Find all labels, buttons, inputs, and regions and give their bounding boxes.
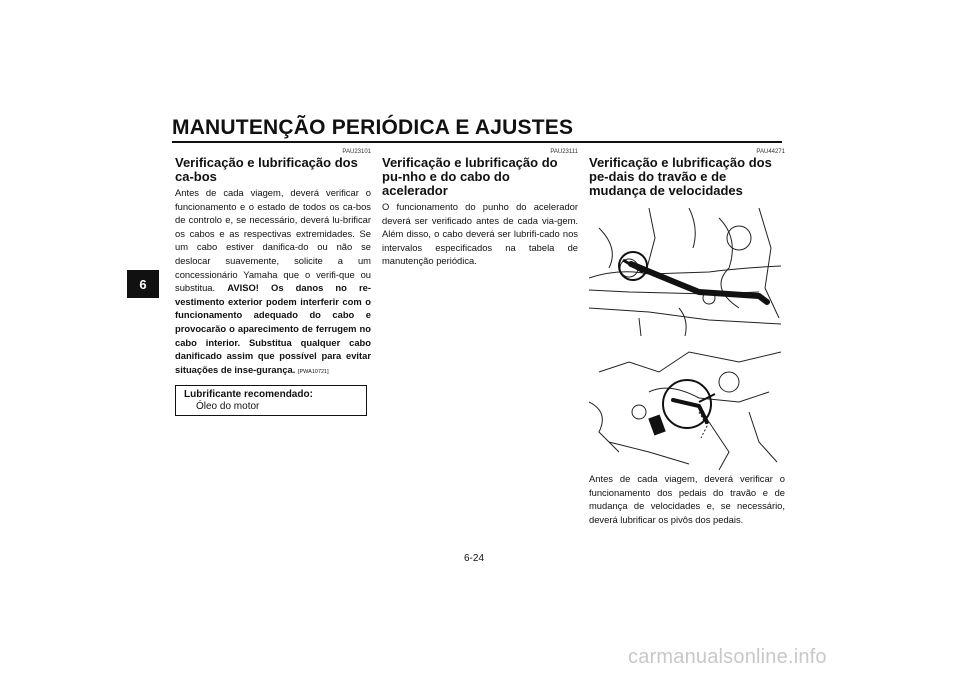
section-code: PAU23101 [342, 149, 371, 155]
lubricant-box [175, 385, 367, 416]
section-title: Verificação e lubrificação dos ca-bos [175, 155, 358, 184]
watermark-text: carmanualsonline.info [628, 646, 827, 668]
body-text: Antes de cada viagem, deverá verificar o funcionamento e o estado de todos os ca-bos de controlo e, se necessário, deverá lu-brificar os cabos e as respectivas extremidades. Se um cabo estiver danifica-do ou não se deslocar suavemente, solicite a um concessionário Yamaha que o verifi-que ou substitua. [175, 187, 371, 294]
shift-pedal-illustration [589, 342, 781, 470]
section-cables [175, 148, 371, 379]
section-throttle [382, 148, 578, 268]
warning-text: AVISO! Os danos no re-vestimento exterior podem interferir com o funcionamento adequado do cabo e provocarão o aparecimento de ferrugem no cabo interior. Substitua qualquer cabo danificado assim que possível para evitar situações de inse-gurança. [175, 282, 371, 375]
warning-code: [PWA10721] [297, 368, 329, 375]
lubricant-title: Lubrificante recomendado: [184, 389, 313, 400]
section-body: Antes de cada viagem, deverá verificar o funcionamento dos pedais do travão e de mudança de velocidades e, se necessário, deverá lubrificar os pivôs dos pedais. [589, 473, 785, 525]
section-code: PAU44271 [756, 149, 785, 155]
section-code: PAU23111 [550, 149, 578, 155]
page-number: 6-24 [464, 553, 485, 564]
shift-pedal-drawing [589, 342, 781, 470]
pedals-body-container [589, 470, 785, 526]
chapter-tab: 6 [127, 270, 159, 298]
section-body: O funcionamento do punho do acelerador deverá ser verificado antes de cada via-gem. Além disso, o cabo deverá ser lubrifi-cado nos intervalos especificados na tabela de manutenção periódica. [382, 201, 578, 267]
header-rule [172, 141, 782, 143]
section-body [175, 186, 371, 379]
section-title: Verificação e lubrificação do pu-nho e do cabo do acelerador [382, 155, 558, 198]
brake-pedal-illustration [589, 208, 781, 336]
lubricant-value: Óleo do motor [196, 401, 260, 412]
page-header-title: MANUTENÇÃO PERIÓDICA E AJUSTES [172, 116, 574, 139]
brake-pedal-drawing [589, 208, 781, 336]
section-pedals [589, 148, 785, 198]
section-title: Verificação e lubrificação dos pe-dais do travão e de mudança de velocidades [589, 155, 772, 198]
